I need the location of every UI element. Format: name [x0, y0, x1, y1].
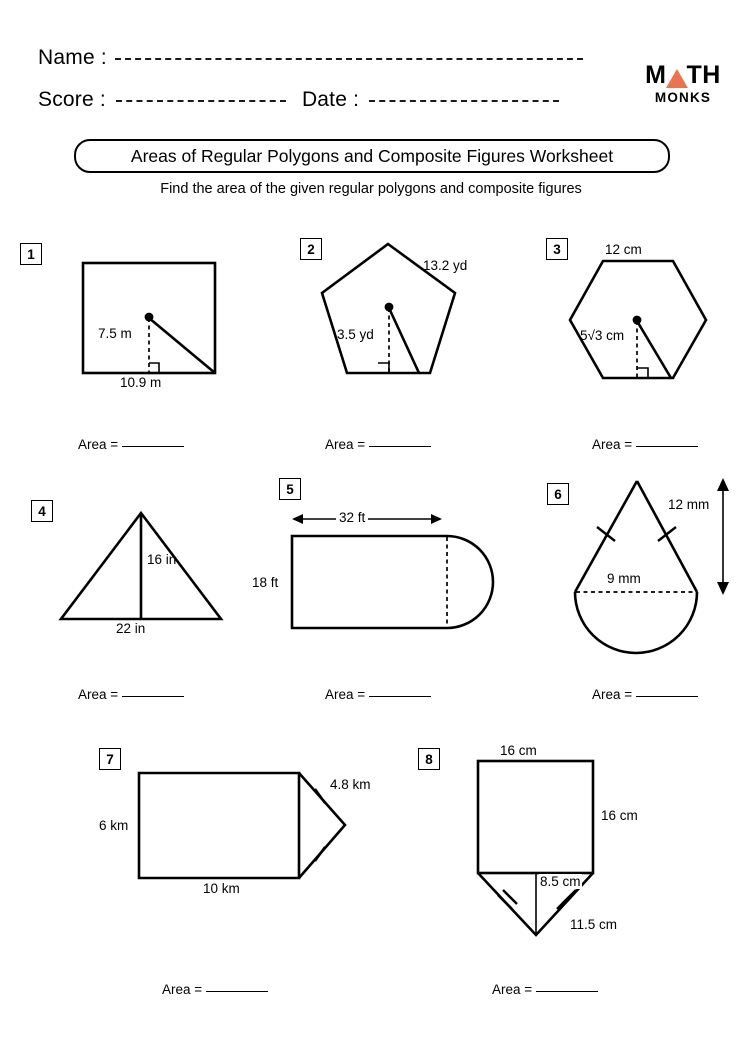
score-label: Score : [38, 88, 106, 111]
area-label-4: Area = [78, 687, 119, 702]
figure-5-width-label: 18 ft [252, 575, 279, 590]
area-label-5: Area = [325, 687, 366, 702]
figure-4-base-label: 22 in [116, 621, 146, 636]
area-label-7: Area = [162, 982, 203, 997]
problem-number-1: 1 [20, 243, 42, 265]
problem-number-5: 5 [279, 478, 301, 500]
problem-number-2: 2 [300, 238, 322, 260]
area-label-8: Area = [492, 982, 533, 997]
problem-number-6: 6 [547, 483, 569, 505]
date-label: Date : [301, 88, 360, 111]
area-label-3: Area = [592, 437, 633, 452]
area-blank-8[interactable] [536, 991, 598, 992]
logo-letter-m: M [645, 60, 667, 89]
problem-number-7: 7 [99, 748, 121, 770]
figure-7-slant-label: 4.8 km [330, 777, 371, 792]
area-label-2: Area = [325, 437, 366, 452]
logo-wordmark-bottom: MONKS [654, 90, 712, 105]
figure-2-apothem-label: 3.5 yd [337, 327, 374, 342]
problem-number-4: 4 [31, 500, 53, 522]
answer-row-7 [162, 982, 268, 997]
figure-8-slant-label: 11.5 cm [570, 917, 618, 932]
answer-row-8 [492, 982, 598, 997]
figure-3-side-label: 12 cm [605, 242, 642, 257]
figure-5-length-label: 32 ft [336, 510, 368, 525]
figure-1-side-label: 10.9 m [120, 375, 162, 390]
figure-4-height-label: 16 in [147, 552, 177, 567]
problem-number-8: 8 [418, 748, 440, 770]
figure-6-base-label: 9 mm [607, 571, 641, 586]
instruction-text: Find the area of the given regular polygons and composite figures [160, 181, 582, 197]
problem-number-3: 3 [546, 238, 568, 260]
area-label-1: Area = [78, 437, 119, 452]
name-label: Name : [38, 46, 107, 69]
figure-2-side-label: 13.2 yd [423, 258, 468, 273]
figure-7-height-label: 6 km [99, 818, 129, 833]
figure-3-apothem-label: 5√3 cm [580, 328, 625, 343]
figure-7-base-label: 10 km [203, 881, 240, 896]
area-label-6: Area = [592, 687, 633, 702]
logo-letters-th: TH [686, 60, 721, 89]
figure-1-apothem-label: 7.5 m [98, 326, 132, 341]
figure-8-side-label: 16 cm [601, 808, 638, 823]
page-title-text: Areas of Regular Polygons and Composite Figures Worksheet [130, 145, 614, 166]
figure-8-top-label: 16 cm [500, 743, 537, 758]
figure-6-height-label: 12 mm [668, 497, 710, 512]
figure-8-triangle-height-label: 8.5 cm [540, 874, 581, 889]
area-blank-7[interactable] [206, 991, 268, 992]
